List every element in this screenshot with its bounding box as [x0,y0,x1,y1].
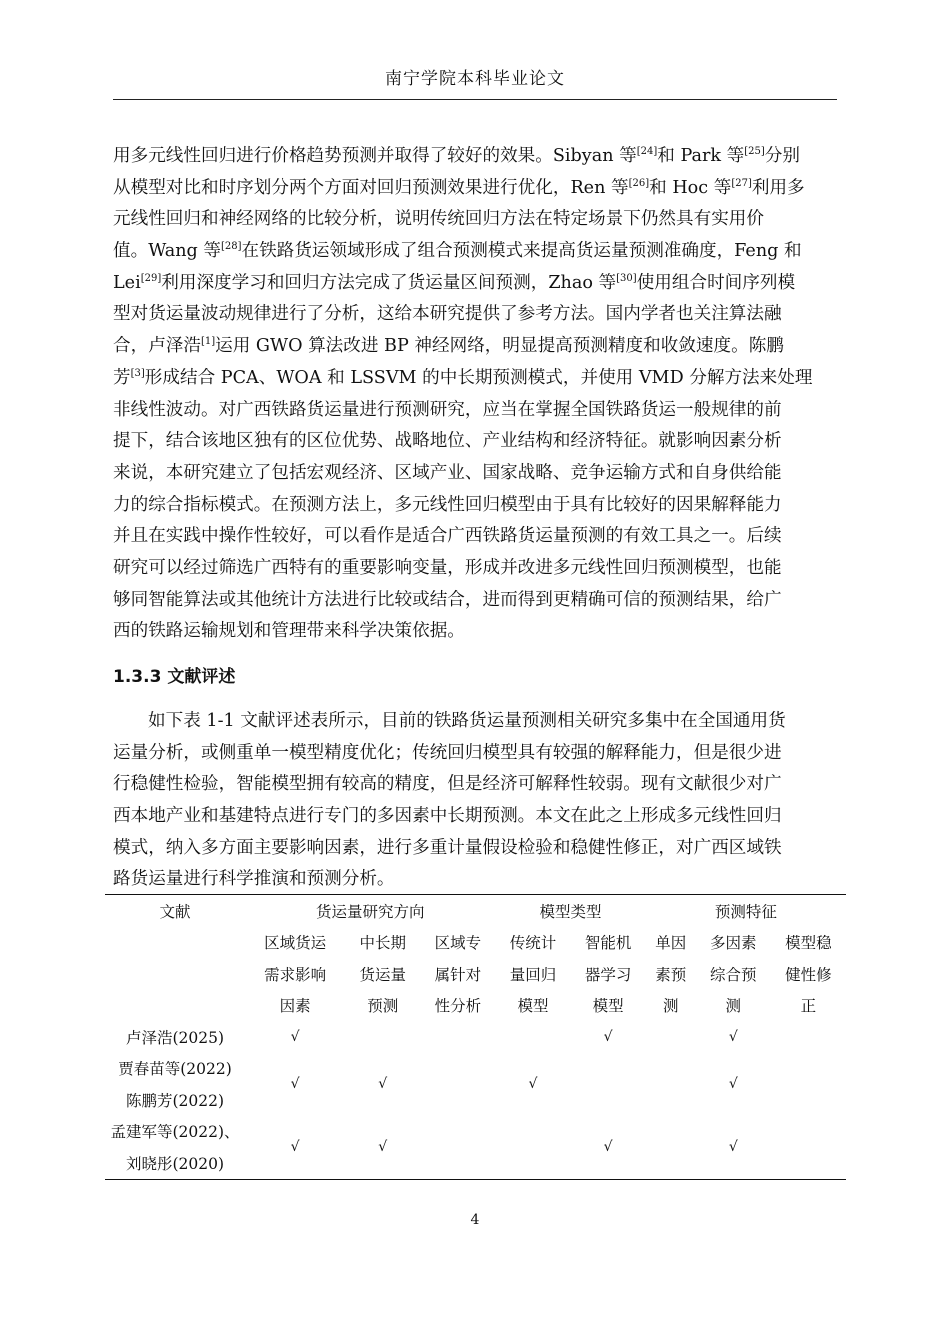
table-column-header: 中长期 [359,934,406,953]
table-column-header: 需求影响 [264,965,327,984]
text-segment: 从模型对比和时序划分两个方面对回归预测效果进行优化，Ren 等 [113,177,629,198]
table-row [105,1053,846,1085]
table-subheader-row [105,958,846,990]
paragraph-line [113,268,837,300]
table-column-header: 属针对 [434,965,482,984]
text-segment: 分别 [764,146,800,166]
citation-marker: [28] [221,241,242,253]
header-divider [113,99,837,100]
paragraph-line [113,864,837,896]
citation-marker: [24] [636,146,658,157]
table-check-cell: √ [603,1028,613,1045]
paragraph-line [113,236,837,268]
paragraph-line [113,331,837,363]
citation-marker: [30] [616,272,637,284]
paragraph-line [113,553,837,585]
table-header-literature: 文献 [159,902,191,921]
table-column-header: 多因素 [710,934,757,953]
text-segment: 值。Wang 等 [113,241,222,262]
table-column-header: 测 [725,997,742,1016]
table-column-header: 量回归 [509,965,557,984]
table-check-cell [420,1053,495,1116]
table-column-header: 测 [662,997,679,1016]
text-segment: 运用 GWO 算法改进 BP 神经网络，明显提高预测精度和收敛速度。陈鹏 [215,336,784,357]
text-segment: 运量分析，或侧重单一模型精度优化；传统回归模型具有较强的解释能力，但是很少进 [113,742,782,763]
table-check-cell: √ [378,1139,388,1155]
text-segment: 西本地产业和基建特点进行专门的多因素中长期预测。本文在此之上形成多元线性回归 [113,806,782,827]
text-segment: 利用深度学习和回归方法完成了货运量区间预测，Zhao 等 [161,272,617,293]
citation-marker: [3] [130,367,145,379]
table-subheader-row [105,990,846,1022]
table-column-header: 模型 [517,997,549,1016]
text-segment: 在铁路货运领域形成了组合预测模式来提高货运量预测准确度，Feng 和 [241,241,802,262]
table-check-cell: √ [528,1076,538,1092]
table-column-header: 传统计 [509,934,557,953]
paragraph-line [113,173,837,205]
table-check-cell: √ [728,1076,738,1092]
text-segment: 够同智能算法或其他统计方法进行比较或结合，进而得到更精确可信的预测结果，给广 [113,589,782,610]
table-column-header: 区域货运 [264,934,327,953]
table-check-cell: √ [290,1139,300,1155]
paragraph-line [113,833,837,865]
paragraph-line [113,299,837,331]
running-header-title: 南宁学院本科毕业论文 [385,69,565,89]
table-column-header: 模型稳 [785,934,832,953]
text-segment: 形成结合 PCA、WOA 和 LSSVM 的中长期预测模式，并使用 VMD 分解方法来处理 [144,367,813,388]
table-column-header: 综合预 [710,965,757,984]
table-check-cell [646,1116,696,1180]
table-column-header: 预测 [367,997,399,1016]
text-segment: 行稳健性检验，智能模型拥有较高的精度，但是经济可解释性较弱。现有文献很少对广 [113,774,782,795]
text-segment: 西的铁路运输规划和管理带来科学决策依据。 [113,621,465,642]
table-literature-cell: 陈鹏芳(2022) [125,1091,225,1110]
table-header-group: 预测特征 [714,902,777,921]
table-check-cell [646,1053,696,1116]
page-number: 4 [470,1212,480,1228]
literature-review-table [105,894,846,1180]
citation-marker: [1] [200,336,216,348]
table-literature-cell: 贾春苗等(2022) [118,1060,232,1079]
paragraph-line [113,363,837,395]
text-segment: Lei [113,272,141,293]
table-column-header: 区域专 [434,934,482,953]
text-segment: 研究可以经过筛选广西特有的重要影响变量，形成并改进多元线性回归预测模型，也能 [113,557,782,578]
text-segment: 提下，结合该地区独有的区位优势、战略地位、产业结构和经济特征。就影响因素分析 [113,431,782,452]
table-check-cell [420,1021,495,1053]
text-segment: 型对货运量波动规律进行了分析，这给本研究提供了参考方法。国内学者也关注算法融 [113,304,782,325]
paragraph-line [113,490,837,522]
table-check-cell [495,1116,570,1180]
section-heading: 1.3.3 文献评述 [113,667,236,687]
body-paragraph-2 [113,706,837,896]
table-column-header: 素预 [655,965,687,984]
paragraph-line [113,801,837,833]
table-column-header: 健性修 [785,965,832,984]
table-check-cell: √ [290,1076,300,1092]
table-column-header: 正 [800,997,817,1016]
paragraph-line [113,458,837,490]
table-literature-cell: 卢泽浩(2025) [125,1028,225,1047]
citation-marker: [26] [628,177,650,189]
text-segment: 来说，本研究建立了包括宏观经济、区域产业、国家战略、竞争运输方式和自身供给能 [113,462,782,483]
paragraph-line [113,426,837,458]
table-check-cell: √ [290,1028,300,1045]
table-check-cell: √ [378,1076,388,1092]
text-segment: 使用组合时间序列模 [636,272,796,293]
table-literature-cell: 刘晓彤(2020) [125,1154,225,1173]
text-segment: 利用多 [751,177,805,198]
table-column-header: 模型 [592,997,624,1016]
paragraph-line [113,769,837,801]
paragraph-line [113,616,837,648]
table-column-header: 货运量 [359,965,406,984]
citation-marker: [27] [731,177,752,189]
table-empty-cell [105,927,245,959]
table-header-group: 货运量研究方向 [315,902,425,921]
table-column-header: 单因 [655,934,687,953]
table-column-header: 智能机 [584,934,632,953]
table-check-cell [771,1021,846,1053]
table-column-header: 因素 [279,997,311,1016]
text-segment: 合，卢泽浩 [113,336,201,357]
body-paragraph-1 [113,141,837,648]
paragraph-line [113,738,837,770]
text-segment: 非线性波动。对广西铁路货运量进行预测研究，应当在掌握全国铁路货运一般规律的前 [113,399,782,420]
table-check-cell [495,1021,570,1053]
table-check-cell: √ [728,1028,738,1045]
text-segment: 芳 [113,367,131,388]
table-empty-cell [105,958,245,990]
paragraph-line [113,141,837,173]
table-column-header: 器学习 [584,965,632,984]
table-subheader-row [105,927,846,959]
table-column-header: 性分析 [434,997,482,1016]
table-empty-cell [105,990,245,1022]
table-header-group: 模型类型 [539,902,602,921]
table-check-cell [420,1116,495,1180]
table-check-cell [646,1021,696,1053]
citation-marker: [29] [140,272,162,284]
table-check-cell: √ [603,1139,613,1155]
text-segment: 路货运量进行科学推演和预测分析。 [113,869,395,890]
table-row [105,1021,846,1053]
table-literature-cell: 孟建军等(2022)、 [110,1123,240,1142]
paragraph-line [113,204,837,236]
paragraph-line [113,521,837,553]
table-check-cell [345,1021,420,1053]
text-segment: 并且在实践中操作性较好，可以看作是适合广西铁路货运量预测的有效工具之一。后续 [113,526,782,547]
text-segment: 力的综合指标模式。在预测方法上，多元线性回归模型由于具有比较好的因果解释能力 [113,494,782,515]
text-segment: 和 Hoc 等 [649,177,732,198]
text-segment: 模式，纳入多方面主要影响因素，进行多重计量假设检验和稳健性修正，对广西区域铁 [113,837,782,858]
text-segment: 用多元线性回归进行价格趋势预测并取得了较好的效果。Sibyan 等 [113,146,637,166]
citation-marker: [25] [744,146,765,157]
table-check-cell [771,1116,846,1180]
table-check-cell [771,1053,846,1116]
text-segment: 和 Park 等 [657,146,745,166]
table-check-cell: √ [728,1139,738,1155]
paragraph-line [113,706,837,738]
table-row [105,1116,846,1148]
table-check-cell [571,1053,646,1116]
paragraph-line [113,395,837,427]
table-group-header-row [105,895,846,927]
text-segment: 如下表 1-1 文献评述表所示，目前的铁路货运量预测相关研究多集中在全国通用货 [148,711,786,731]
text-segment: 元线性回归和神经网络的比较分析，说明传统回归方法在特定场景下仍然具有实用价 [113,209,764,230]
paragraph-line [113,585,837,617]
